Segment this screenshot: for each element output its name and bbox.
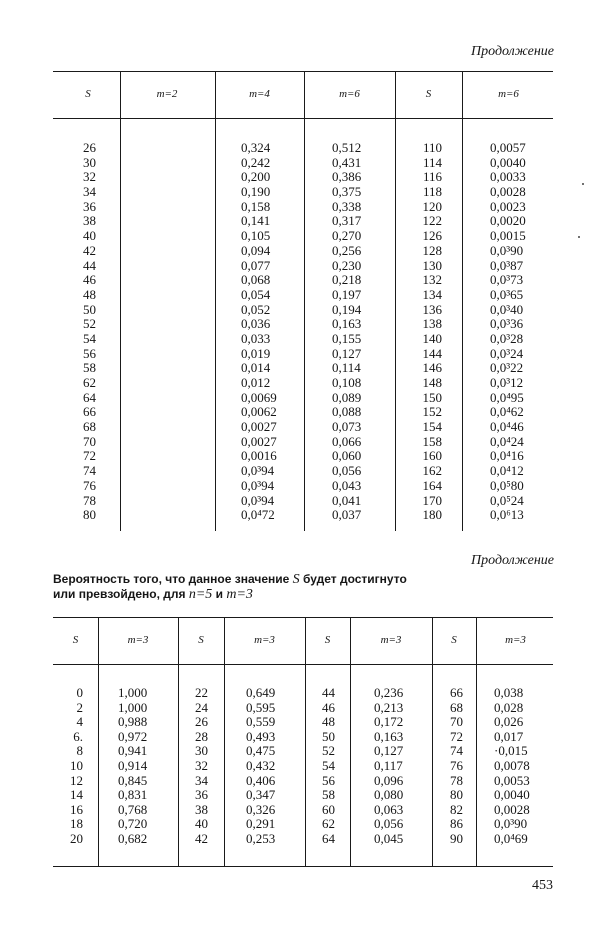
table-cell: 0,108 [332,375,362,390]
table-cell: 40 [195,816,208,832]
table-cell: 26 [83,140,96,155]
table-cell: 8 [76,743,83,759]
margin-speck [582,183,584,185]
table-cell: 46 [83,272,96,288]
table-cell: 68 [83,419,96,435]
table-cell: 0,080 [374,787,404,803]
table-cell: 0,088 [332,404,362,420]
table-cell: 72 [450,728,463,744]
table-cell: 0,194 [332,301,362,317]
bottom-column-v4 [494,686,552,847]
table-cell: 70 [83,433,96,449]
top-header-s-right: S [425,88,432,100]
caption-line2: или превзойдено, для [53,587,186,601]
margin-speck [578,236,580,238]
table-cell: 0,077 [241,257,271,273]
table-cell: 34 [195,772,208,788]
table-cell: 0,0⁴24 [490,433,524,449]
table-cell: 0,432 [246,757,276,773]
table-cell: 0,028 [494,699,524,715]
table-cell: 0,213 [374,699,404,715]
table-cell: 44 [322,685,335,700]
table-cell: 1,000 [118,685,148,700]
table-cell: 0,068 [241,272,271,288]
bottom-column-s1 [55,686,83,847]
table-cell: 0,386 [332,169,362,185]
caption-prefix: Вероятность того, что данное значение [53,572,290,586]
table-cell: 66 [83,404,96,420]
table-cell: 62 [83,375,96,390]
bottom-table-rule-bottom [53,866,553,867]
table-cell: 0,493 [246,728,276,744]
table-cell: 6. [73,728,83,744]
table-cell: 42 [195,830,208,846]
table-cell: 0,0³65 [490,286,524,302]
table-cell: 0,0³24 [490,345,524,361]
table-cell: 0,017 [494,728,524,744]
table-cell: 0,0³28 [490,330,524,346]
table-cell: 0,0053 [494,772,530,788]
table-cell: 72 [83,448,96,464]
bottom-header-m3-4: m=3 [505,634,526,646]
table-cell: 0,197 [332,286,362,302]
table-cell: 66 [450,685,463,700]
top-table-divider [304,71,305,531]
table-cell: 118 [422,184,442,200]
table-cell: 0,242 [241,154,271,170]
table-cell: 134 [422,286,442,302]
table-cell: 0,0⁴62 [490,404,524,420]
table-cell: 26 [195,714,208,730]
table-cell: 0,0015 [490,228,526,244]
table-cell: 0,988 [118,714,148,730]
table-cell: 110 [422,140,442,155]
table-cell: 0,114 [332,360,361,376]
bottom-table-rule-top [53,617,553,618]
table-cell: ·0,015 [494,743,528,759]
table-cell: 0,914 [118,757,148,773]
table-cell: 180 [422,507,442,523]
table-cell: 46 [322,699,335,715]
table-cell: 0,0016 [241,448,277,464]
table-cell: 36 [83,198,96,214]
top-table-divider [462,71,463,531]
bottom-header-s2: S [198,634,204,646]
table-cell: 0,0³94 [241,477,275,493]
table-cell: 154 [422,419,442,435]
table-cell: 0,431 [332,154,362,170]
bottom-table-divider [178,617,179,866]
table-cell: 128 [422,242,442,258]
table-cell: 140 [422,330,442,346]
table-cell: 1,000 [118,699,148,715]
table-cell: 34 [83,184,96,200]
bottom-table-divider [432,617,433,866]
table-cell: 76 [450,757,463,773]
table-cell: 0,0028 [494,801,530,817]
top-column-m4 [241,141,301,523]
top-column-m6 [332,141,392,523]
table-cell: 0,941 [118,743,148,759]
table-cell: 0,0057 [490,140,526,155]
table-cell: 50 [322,728,335,744]
table-cell: 0,054 [241,286,271,302]
bottom-table-divider [350,617,351,866]
table-cell: 54 [322,757,335,773]
top-table-rule-top [53,71,553,72]
table-cell: 38 [195,801,208,817]
table-cell: 0,200 [241,169,271,185]
table-cell: 0,831 [118,787,148,803]
table-cell: 0,158 [241,198,271,214]
top-column-s [60,141,96,523]
table-cell: 54 [83,330,96,346]
table-cell: 146 [422,360,442,376]
table-cell: 0,0³90 [490,242,524,258]
table-cell: 0,056 [332,463,362,479]
top-table-divider [120,71,121,531]
table-cell: 80 [450,787,463,803]
table-cell: 30 [195,743,208,759]
table-cell: 0,682 [118,830,148,846]
table-cell: 0,0⁴46 [490,419,524,435]
table-cell: 16 [70,801,83,817]
table-cell: 170 [422,492,442,508]
table-cell: 0,270 [332,228,362,244]
table-cell: 0,0³22 [490,360,524,376]
table-cell: 82 [450,801,463,817]
table-cell: 116 [422,169,442,185]
table-cell: 0,512 [332,140,362,155]
table-cell: 0,127 [332,345,362,361]
table-cell: 0,019 [241,345,271,361]
table-cell: 20 [70,830,83,846]
table-cell: 0,0³73 [490,272,524,288]
table-cell: 0,291 [246,816,276,832]
bottom-column-s3 [306,686,335,847]
table-cell: 160 [422,448,442,464]
table-cell: 12 [70,772,83,788]
caption-variable: S [292,572,300,587]
table-cell: 78 [83,492,96,508]
table-cell: 0,060 [332,448,362,464]
table-cell: 30 [83,154,96,170]
table-cell: 120 [422,198,442,214]
top-header-m2: m=2 [156,88,178,100]
table-cell: 52 [322,743,335,759]
table-cell: 64 [322,830,335,846]
table-cell: 0,0³40 [490,301,524,317]
table-cell: 122 [422,213,442,229]
table-cell: 0,163 [374,728,404,744]
table-cell: 0,0040 [494,787,530,803]
table-cell: 0,117 [374,757,403,773]
table-cell: 0,052 [241,301,271,317]
table-cell: 0,406 [246,772,276,788]
table-cell: 0,256 [332,242,362,258]
caption-and: и [215,587,224,601]
table-cell: 0,230 [332,257,362,273]
table-cell: 0,0⁴69 [494,830,528,846]
caption-suffix: будет достигнуто [302,572,407,586]
bottom-column-s4 [434,686,463,847]
top-table-rule-header [53,118,553,119]
bottom-column-s2 [180,686,208,847]
table-cell: 0,972 [118,728,148,744]
table-cell: 0,0020 [490,213,526,229]
table-cell: 0,0023 [490,198,526,214]
table-cell: 114 [422,154,442,170]
table-cell: 132 [422,272,442,288]
table-cell: 0,0069 [241,389,277,405]
bottom-header-m3-3: m=3 [380,634,402,646]
table-cell: 162 [422,463,442,479]
table-cell: 56 [322,772,335,788]
table-cell: 0,0027 [241,433,277,449]
table-cell: 0,375 [332,184,362,200]
table-cell: 150 [422,389,442,405]
table-cell: 56 [83,345,96,361]
bottom-header-s3: S [324,634,331,646]
table-cell: 0,0³87 [490,257,524,273]
table-cell: 0,056 [374,816,404,832]
table-cell: 0,037 [332,507,362,523]
table-cell: 138 [422,316,442,332]
table-cell: 60 [322,801,335,817]
table-cell: 0,0⁴72 [241,507,275,523]
bottom-table-rule-header [53,664,553,665]
table-cell: 48 [83,286,96,302]
table-cell: 0,347 [246,787,276,803]
table-cell: 32 [195,757,208,773]
table-cell: 126 [422,228,442,244]
table-cell: 74 [450,743,463,759]
table-cell: 130 [422,257,442,273]
table-cell: 0,041 [332,492,362,508]
table-cell: 0,559 [246,714,276,730]
table-cell: 62 [322,816,335,832]
top-header-s: S [85,88,91,100]
table-cell: 0,172 [374,714,404,730]
table-cell: 0,0⁴95 [490,389,524,405]
table-cell: 0,0⁴16 [490,448,524,464]
table-cell: 0,141 [241,213,271,229]
table-cell: 52 [83,316,96,332]
table-cell: 0,033 [241,330,271,346]
table-cell: 0,0⁶13 [490,507,524,523]
table-cell: 0,089 [332,389,362,405]
bottom-table-divider [98,617,99,866]
table-cell: 0,0³36 [490,316,524,332]
top-header-m4: m=4 [249,88,270,100]
table-cell: 10 [70,757,83,773]
table-cell: 0,326 [246,801,276,817]
table-cell: 0,043 [332,477,362,493]
table-cell: 0,105 [241,228,271,244]
table-cell: 148 [422,375,442,390]
table-cell: 28 [195,728,208,744]
table-cell: 0,014 [241,360,271,376]
table-cell: 0,094 [241,242,271,258]
table-cell: 74 [83,463,96,479]
table-cell: 0,0028 [490,184,526,200]
table-cell: 0,475 [246,743,276,759]
bottom-column-v1 [118,686,176,847]
table-cell: 86 [450,816,463,832]
top-column-m6-right [490,141,552,523]
table-cell: 0,595 [246,699,276,715]
top-header-m6-right: m=6 [498,88,519,100]
bottom-table-divider [476,617,477,866]
table-cell: 0,338 [332,198,362,214]
top-table-divider [215,71,216,531]
continuation-label-bottom: Продолжение [471,553,554,568]
table-cell: 0,0⁵24 [490,492,524,508]
table-cell: 0,253 [246,830,276,846]
bottom-table-divider [224,617,225,866]
table-cell: 76 [83,477,96,493]
bottom-header-m3-1: m=3 [127,634,149,646]
table-cell: 38 [83,213,96,229]
table-cell: 48 [322,714,335,730]
table-cell: 144 [422,345,442,361]
table-cell: 0,026 [494,714,524,730]
table-cell: 0,096 [374,772,404,788]
table-cell: 0,317 [332,213,362,229]
caption-m: m=3 [226,587,253,602]
continuation-label-top: Продолжение [471,44,554,59]
caption-n: n=5 [188,587,213,602]
table-cell: 0,073 [332,419,362,435]
table-cell: 22 [195,685,208,700]
table-cell: 164 [422,477,442,493]
table-cell: 0,0³94 [241,463,275,479]
table-cell: 0,845 [118,772,148,788]
table-cell: 36 [195,787,208,803]
table-cell: 2 [76,699,83,715]
table-cell: 158 [422,433,442,449]
page-number: 453 [532,878,553,893]
table-cell: 32 [83,169,96,185]
table-cell: 78 [450,772,463,788]
top-column-s-right [410,141,442,523]
table-cell: 0,0040 [490,154,526,170]
table-cell: 58 [83,360,96,376]
table-cell: 0,236 [374,685,404,700]
bottom-column-v2 [246,686,304,847]
table-cell: 14 [70,787,83,803]
table-cell: 58 [322,787,335,803]
table-cell: 0,190 [241,184,271,200]
table-cell: 70 [450,714,463,730]
bottom-header-s1: S [72,634,79,646]
table-cell: 0,045 [374,830,404,846]
table-cell: 4 [76,714,83,730]
table-cell: 68 [450,699,463,715]
table-cell: 50 [83,301,96,317]
bottom-column-v3 [374,686,432,847]
table-cell: 0,0033 [490,169,526,185]
table-cell: 24 [195,699,208,715]
table-cell: 90 [450,830,463,846]
table-cell: 0,218 [332,272,362,288]
table-cell: 18 [70,816,83,832]
table-cell: 0,0027 [241,419,277,435]
table-cell: 0,0078 [494,757,530,773]
table-cell: 0,0³90 [494,816,528,832]
table-cell: 40 [83,228,96,244]
table-cell: 0,012 [241,375,271,390]
table-cell: 0,038 [494,685,524,700]
top-header-m6: m=6 [339,88,360,100]
table-cell: 0,720 [118,816,148,832]
bottom-header-m3-2: m=3 [254,634,275,646]
table-cell: 0,324 [241,140,271,155]
table-cell: 0,0³94 [241,492,275,508]
table-cell: 0,127 [374,743,404,759]
table-cell: 0,063 [374,801,404,817]
table-cell: 0,649 [246,685,276,700]
table-cell: 0,0³12 [490,375,524,390]
table-cell: 44 [83,257,96,273]
table-cell: 0,0⁵80 [490,477,524,493]
table-cell: 64 [83,389,96,405]
table-cell: 0,768 [118,801,148,817]
table-cell: 80 [83,507,96,523]
table-cell: 0,0062 [241,404,277,420]
bottom-header-s4: S [451,634,457,646]
table-cell: 42 [83,242,96,258]
table-cell: 136 [422,301,442,317]
table-cell: 152 [422,404,442,420]
top-table-divider [395,71,396,531]
table-cell: 0,0⁴12 [490,463,524,479]
table-cell: 0,163 [332,316,362,332]
table-cell: 0,036 [241,316,271,332]
table-caption [53,572,553,602]
table-cell: 0,066 [332,433,362,449]
table-cell: 0 [76,685,83,700]
table-cell: 0,155 [332,330,362,346]
